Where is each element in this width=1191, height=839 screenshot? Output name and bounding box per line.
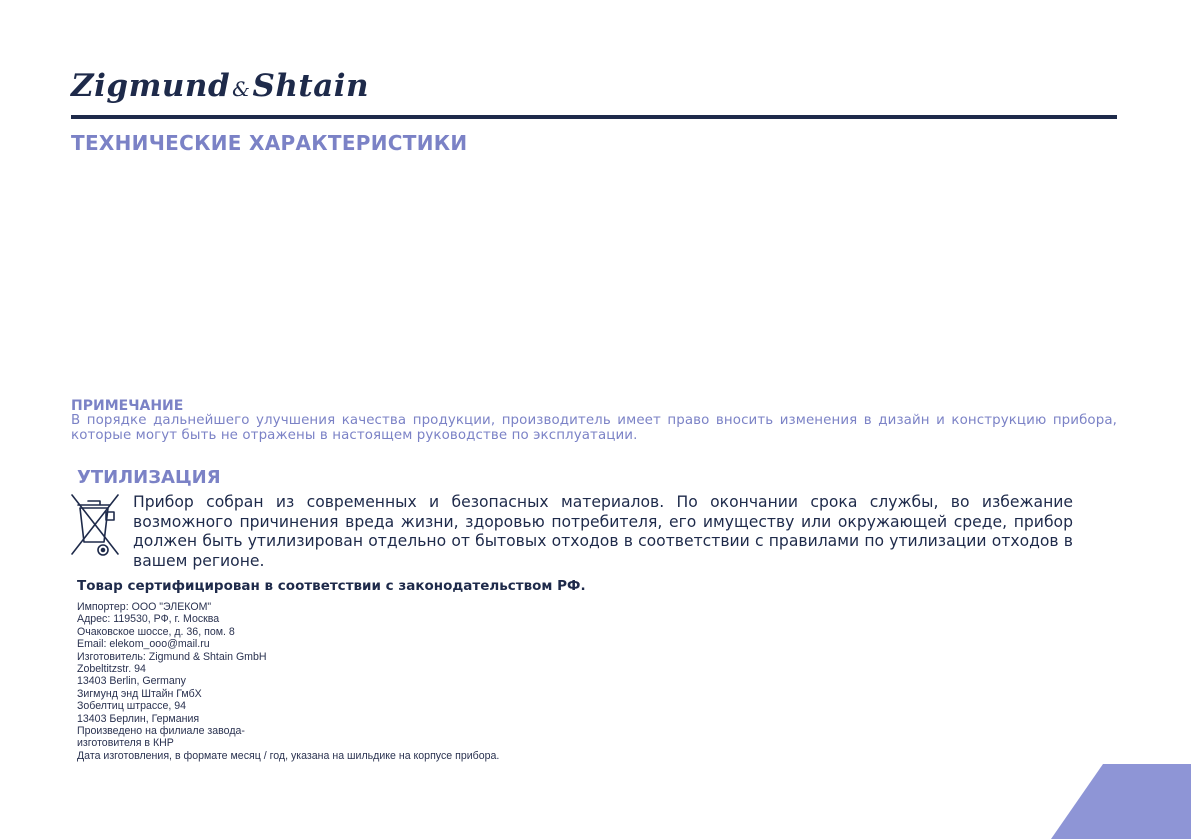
logo-main: Zigmund (71, 68, 231, 104)
contact-line: Дата изготовления, в формате месяц / год, указана на шильдике на корпусе прибора. (77, 749, 500, 762)
contact-line: Зобелтиц штрассе, 94 (77, 700, 187, 713)
contact-line: Импортер: ООО "ЭЛЕКОМ" (77, 601, 212, 613)
contact-line: изготовителя в КНР (77, 737, 174, 750)
disposal-title: УТИЛИЗАЦИЯ (77, 467, 221, 488)
crossed-out-wheelie-bin-icon (70, 492, 120, 558)
brand-logo (71, 68, 369, 104)
contact-line: Зигмунд энд Штайн ГмбХ (77, 687, 202, 700)
logo-amp: & (232, 77, 251, 101)
logo-tail: Shtain (252, 68, 370, 104)
contact-line: 13403 Берлин, Германия (77, 712, 200, 725)
note-text: В порядке дальнейшего улучшения качества продукции, производитель имеет право вносить изменения в дизайн и конструкцию прибора, которые могут быть не отражены в настоящем руководстве по эксплуатации. (71, 413, 1117, 443)
header-rule (71, 115, 1117, 119)
contact-line: Email: elekom_ooo@mail.ru (77, 638, 210, 651)
contact-line: Адрес: 119530, РФ, г. Москва (77, 613, 220, 626)
contact-line: Очаковское шоссе, д. 36, пом. 8 (77, 625, 235, 638)
certification-title: Товар сертифицирован в соответствии с законодательством РФ. (77, 578, 586, 594)
disposal-text: Прибор собран из современных и безопасных материалов. По окончании срока службы, во избежание возможного причинения вреда жизни, здоровью потребителя, его имуществу или окружающей среде, прибор должен быть утилизирован отдельно от бытовых отходов в соответствии с правилами по утилизации отходов в вашем регионе. (133, 493, 1073, 570)
importer-details (77, 601, 499, 762)
contact-line: 13403 Berlin, Germany (77, 675, 186, 688)
contact-line: Zobeltitzstr. 94 (77, 663, 146, 676)
note-title: ПРИМЕЧАНИЕ (71, 398, 184, 414)
contact-line: Изготовитель: Zigmund & Shtain GmbH (77, 650, 267, 663)
contact-line: Произведено на филиале завода- (77, 725, 245, 738)
corner-decoration (1051, 764, 1191, 839)
specs-title: ТЕХНИЧЕСКИЕ ХАРАКТЕРИСТИКИ (71, 131, 468, 155)
